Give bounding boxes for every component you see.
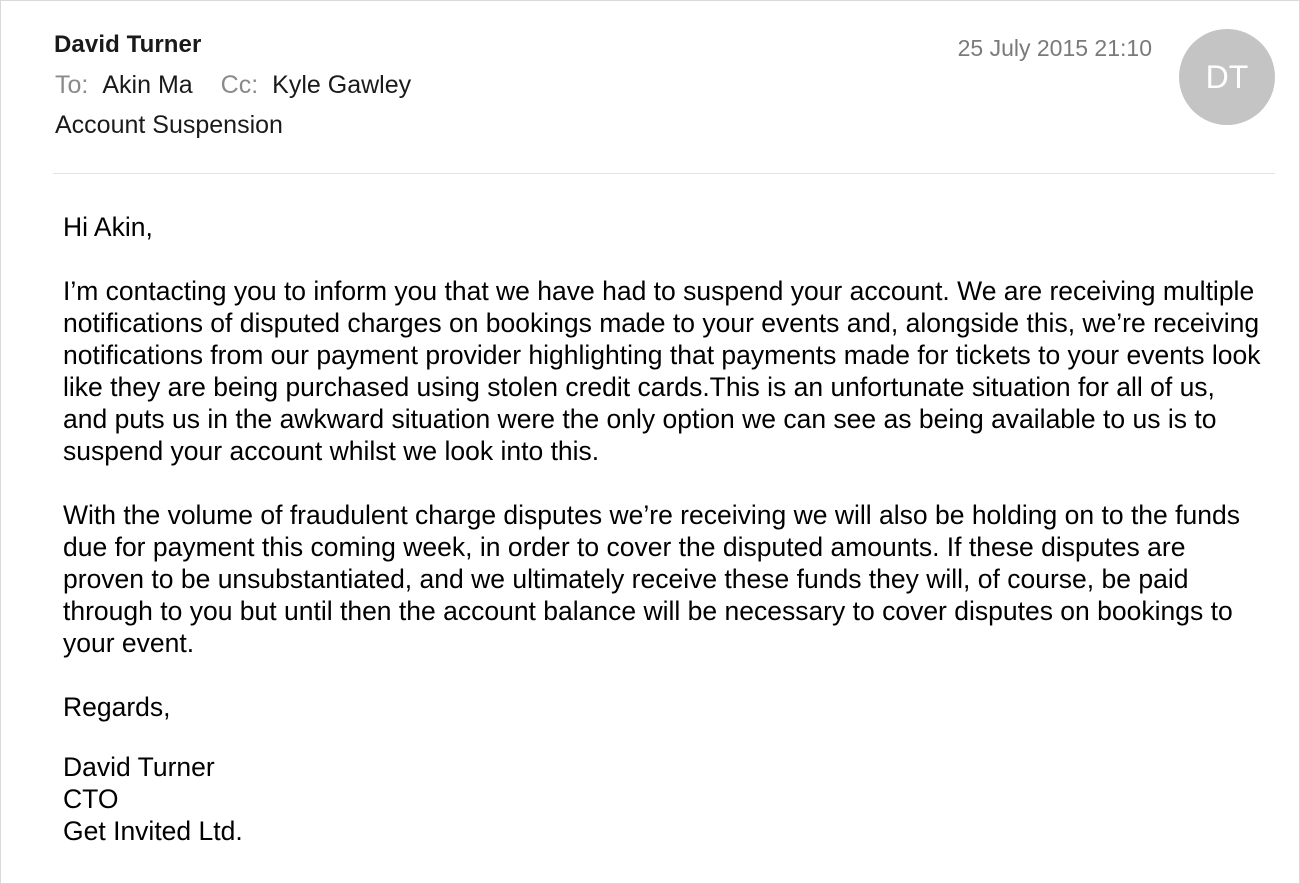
signature-title: CTO xyxy=(63,784,119,814)
avatar-initials: DT xyxy=(1205,59,1249,95)
email-date: 25 July 2015 21:10 xyxy=(957,35,1152,61)
body-paragraph: With the volume of fraudulent charge disputes we’re receiving we will also be holding on to the funds due for payment this coming week, in order to cover the disputed amounts. If these disputes are proven to be unsubstantiated, and we ultimately receive these funds they will, of course, be paid through to you but until then the account balance will be necessary to cover disputes on bookings to your event. xyxy=(63,500,1240,658)
to-recipient[interactable]: Akin Ma xyxy=(102,71,193,99)
header-divider xyxy=(53,173,1275,174)
email-subject: Account Suspension xyxy=(55,111,283,139)
signature-name: David Turner xyxy=(63,752,215,782)
cc-label: Cc: xyxy=(220,71,259,99)
body-paragraph: I’m contacting you to inform you that we have had to suspend your account. We are receiving multiple notifications of disputed charges on bookings made to your events and, alongside this, we’re receiving notifications from our payment provider highlighting that payments made for tickets to your events look like they are being purchased using stolen credit cards.This is an unfortunate situation for all of us, and puts us in the awkward situation were the only option we can see as being available to us is to suspend your account whilst we look into this. xyxy=(63,276,1261,466)
signature-company: Get Invited Ltd. xyxy=(63,816,243,846)
signoff: Regards, xyxy=(63,692,171,722)
cc-recipient[interactable]: Kyle Gawley xyxy=(272,71,412,99)
greeting: Hi Akin, xyxy=(63,212,153,242)
to-label: To: xyxy=(55,71,89,99)
recipients-line xyxy=(55,71,411,100)
email-body xyxy=(63,211,1263,847)
sender-avatar xyxy=(1179,29,1275,125)
sender-name[interactable]: David Turner xyxy=(54,31,202,58)
